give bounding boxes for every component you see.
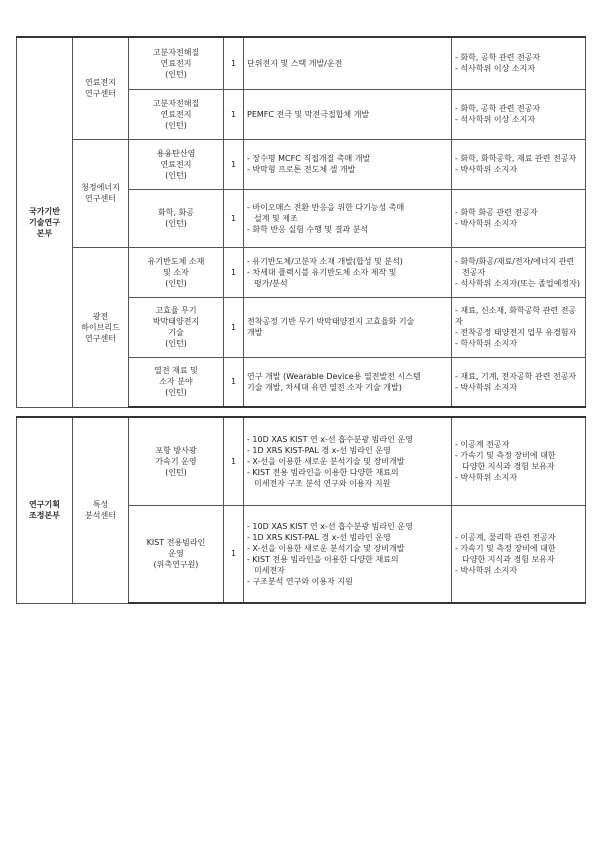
position-cell: 용융탄산염 연료전지 (인턴) <box>129 139 224 189</box>
task-cell: - 10D XAS KIST 연 x-선 흡수분광 빔라인 운영 - 1D XRS KIST-PAL 경 x-선 빔라인 운영 - X-선을 이용한 새로운 분석기술 및 장비개발 - KIST 전용 빔라인을 이용한 다양한 재료의 미세전자 - 구조분석 연구와 이용자 지원 <box>244 505 452 603</box>
table-row <box>17 417 586 505</box>
count-cell: 1 <box>224 189 244 247</box>
qualification-cell: - 화학, 공학 관련 전공자 - 석사학위 이상 소지자 <box>452 89 586 139</box>
task-cell: 전착공정 기반 무기 박막태양전지 고효율화 기술 개발 <box>244 297 452 357</box>
center-cell: 연료전지 연구센터 <box>73 37 129 139</box>
qualification-cell: - 화학 화공 관련 전공자 - 박사학위 소지자 <box>452 189 586 247</box>
center-cell: 특성 분석센터 <box>73 417 129 603</box>
center-cell: 청정에너지 연구센터 <box>73 139 129 247</box>
count-cell: 1 <box>224 357 244 407</box>
count-cell: 1 <box>224 505 244 603</box>
position-cell: 유기반도체 소재 및 소자 (인턴) <box>129 247 224 297</box>
count-cell: 1 <box>224 247 244 297</box>
position-cell: 고분자전해질 연료전지 (인턴) <box>129 89 224 139</box>
count-cell: 1 <box>224 417 244 505</box>
position-cell: 화학, 화공 (인턴) <box>129 189 224 247</box>
qualification-cell: - 이공계, 물리학 관련 전공자 - 가속기 및 측정 장비에 대한 다양한 지식과 경험 보유자 - 박사학위 소지자 <box>452 505 586 603</box>
qualification-cell: - 화학, 공학 관련 전공자 - 석사학위 이상 소지자 <box>452 37 586 89</box>
task-cell: - 유기반도체/고분자 소재 개발(합성 및 분석) - 차세대 플렉시블 유기반도체 소자 제작 및 평가/분석 <box>244 247 452 297</box>
qualification-cell: - 화학/화공/재료/전자/에너지 관련 전공자 - 석사학위 소지자(또는 졸업예정자) <box>452 247 586 297</box>
task-cell: 단위전지 및 스택 개발/운전 <box>244 37 452 89</box>
qualification-cell: - 재료, 기계, 전자공학 관련 전공자 - 박사학위 소지자 <box>452 357 586 407</box>
qualification-cell: - 화학, 화학공학, 재료 관련 전공자 - 박사학위 소지자 <box>452 139 586 189</box>
task-cell: PEMFC 전극 및 막전극접합체 개발 <box>244 89 452 139</box>
table-row <box>17 247 586 297</box>
task-cell: - 10D XAS KIST 연 x-선 흡수분광 빔라인 운영 - 1D XRS KIST-PAL 경 x-선 빔라인 운영 - X-선을 이용한 새로운 분석기술 및 장비개발 - KIST 전용 빔라인을 이용한 다양한 재료의 미세전자 구조 분석 연구와 이용자 지원 <box>244 417 452 505</box>
recruitment-table-2 <box>16 416 586 604</box>
position-cell: 열전 재료 및 소자 분야 (인턴) <box>129 357 224 407</box>
position-cell: 고효율 무기 박막태양전지 기술 (인턴) <box>129 297 224 357</box>
count-cell: 1 <box>224 139 244 189</box>
recruitment-table-1 <box>16 36 586 408</box>
division-cell: 국가기반 기술연구 본부 <box>17 37 73 407</box>
position-cell: 포항 방사광 가속기 운영 (인턴) <box>129 417 224 505</box>
division-cell: 연구기획 조정본부 <box>17 417 73 603</box>
center-cell: 광전 하이브리드 연구센터 <box>73 247 129 407</box>
count-cell: 1 <box>224 89 244 139</box>
position-cell: 고분자전해질 연료전지 (인턴) <box>129 37 224 89</box>
count-cell: 1 <box>224 37 244 89</box>
count-cell: 1 <box>224 297 244 357</box>
task-cell: - 장수명 MCFC 직접개질 촉매 개발 - 박막형 프로톤 전도체 셀 개발 <box>244 139 452 189</box>
task-cell: 연구 개발 (Wearable Device용 열전발전 시스템 기술 개발, 차세대 유연 열전 소자 기술 개발) <box>244 357 452 407</box>
qualification-cell: - 이공계 전공자 - 가속기 및 측정 장비에 대한 다양한 지식과 경험 보유자 - 박사학위 소지자 <box>452 417 586 505</box>
qualification-cell: - 재료, 신소재, 화학공학 관련 전공자 - 전착공정 태양전지 업무 유경험자 - 학사학위 소지자 <box>452 297 586 357</box>
position-cell: KIST 전용빔라인 운영 (위촉연구원) <box>129 505 224 603</box>
task-cell: - 바이오매스 전환 반응을 위한 다기능성 촉매 설계 및 제조 - 화학 반응 실험 수행 및 결과 분석 <box>244 189 452 247</box>
table-row <box>17 139 586 189</box>
table-row <box>17 37 586 89</box>
